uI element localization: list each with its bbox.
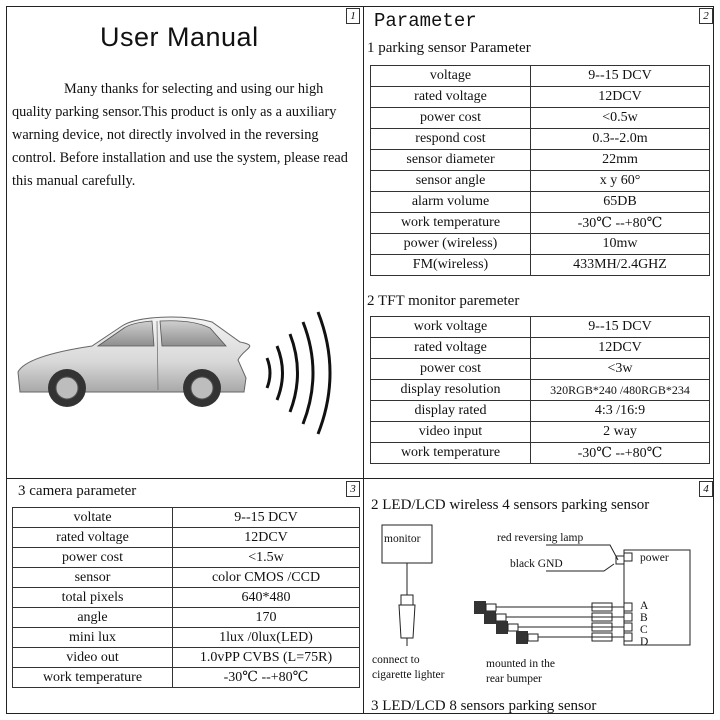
table-row — [13, 508, 360, 528]
param-label: video input — [371, 422, 531, 443]
table-row — [371, 66, 710, 87]
param-label: total pixels — [13, 588, 173, 608]
param-value: 0.3--2.0m — [531, 129, 710, 150]
intro-paragraph: Many thanks for selecting and using our high quality parking sensor.This product is only as a auxiliary warning device, not directly involved in the reversing control. Before installation and use the system, please read this manual carefully. — [12, 81, 348, 189]
parking-sensor-table — [370, 65, 710, 276]
car-illustration — [12, 300, 358, 440]
black-wire-label: black GND — [510, 558, 563, 570]
param-value: 170 — [173, 608, 360, 628]
table-row — [13, 648, 360, 668]
param-label: rated voltage — [13, 528, 173, 548]
horizontal-divider — [6, 478, 714, 479]
param-label: work temperature — [13, 668, 173, 688]
table-row — [371, 129, 710, 150]
param-value: 9--15 DCV — [531, 66, 710, 87]
param-label: power (wireless) — [371, 234, 531, 255]
table-row — [13, 548, 360, 568]
page-number-4: 4 — [699, 481, 713, 497]
param-value: <3w — [531, 359, 710, 380]
param-value: <0.5w — [531, 108, 710, 129]
sensor-waves-icon — [267, 312, 330, 434]
param-value: 640*480 — [173, 588, 360, 608]
param-value: 9--15 DCV — [173, 508, 360, 528]
red-wire-label: red reversing lamp — [497, 532, 584, 544]
param-label: sensor angle — [371, 171, 531, 192]
param-value: 12DCV — [531, 87, 710, 108]
channel-a-label: A — [640, 600, 649, 612]
param-value: 22mm — [531, 150, 710, 171]
table-row — [371, 234, 710, 255]
table-row — [371, 150, 710, 171]
param-label: respond cost — [371, 129, 531, 150]
table-row — [371, 338, 710, 359]
table-row — [371, 255, 710, 276]
section2-title: 2 TFT monitor paremeter — [367, 293, 520, 309]
monitor-label: monitor — [384, 533, 421, 545]
param-label: display resolution — [371, 380, 531, 401]
channel-b-label: B — [640, 612, 648, 624]
param-value: color CMOS /CCD — [173, 568, 360, 588]
param-value: 1.0vPP CVBS (L=75R) — [173, 648, 360, 668]
param-value: <1.5w — [173, 548, 360, 568]
param-value: 1lux /0lux(LED) — [173, 628, 360, 648]
table-row — [371, 401, 710, 422]
param-label: display rated — [371, 401, 531, 422]
param-value: 65DB — [531, 192, 710, 213]
lighter-note-line1: connect to — [372, 654, 420, 666]
page-number-3: 3 — [346, 481, 360, 497]
param-value: 12DCV — [173, 528, 360, 548]
table-row — [371, 359, 710, 380]
param-value: -30℃ --+80℃ — [531, 213, 710, 234]
table-row — [371, 317, 710, 338]
table-row — [371, 171, 710, 192]
param-label: mini lux — [13, 628, 173, 648]
param-value: -30℃ --+80℃ — [173, 668, 360, 688]
camera-title: 3 camera parameter — [18, 483, 137, 499]
param-label: FM(wireless) — [371, 255, 531, 276]
param-label: power cost — [371, 359, 531, 380]
page-number-1: 1 — [346, 8, 360, 24]
param-value: x y 60° — [531, 171, 710, 192]
table-row — [13, 668, 360, 688]
tft-monitor-table — [370, 316, 710, 464]
table-row — [13, 628, 360, 648]
channel-d-label: D — [640, 636, 649, 648]
param-label: power cost — [371, 108, 531, 129]
param-label: rated voltage — [371, 338, 531, 359]
param-value: 9--15 DCV — [531, 317, 710, 338]
camera-table — [12, 507, 360, 688]
table-row — [371, 422, 710, 443]
param-label: sensor diameter — [371, 150, 531, 171]
table-row — [371, 443, 710, 464]
bumper-note-line2: rear bumper — [486, 673, 542, 685]
param-label: sensor — [13, 568, 173, 588]
param-label: rated voltage — [371, 87, 531, 108]
table-row — [371, 192, 710, 213]
param-label: angle — [13, 608, 173, 628]
manual-title: User Manual — [100, 22, 259, 52]
param-label: work temperature — [371, 443, 531, 464]
param-label: power cost — [13, 548, 173, 568]
table-row — [371, 380, 710, 401]
table-row — [371, 213, 710, 234]
lighter-note-line2: cigarette lighter — [372, 669, 445, 681]
wiring-title: 2 LED/LCD wireless 4 sensors parking sensor — [371, 497, 650, 513]
param-value: -30℃ --+80℃ — [531, 443, 710, 464]
parameter-title: Parameter — [374, 10, 477, 32]
table-row — [371, 87, 710, 108]
param-label: work voltage — [371, 317, 531, 338]
page-number-2: 2 — [699, 8, 713, 24]
next-section-title: 3 LED/LCD 8 sensors parking sensor — [371, 698, 597, 714]
param-value: 10mw — [531, 234, 710, 255]
param-label: work temperature — [371, 213, 531, 234]
param-value: 2 way — [531, 422, 710, 443]
param-value: 12DCV — [531, 338, 710, 359]
table-row — [13, 528, 360, 548]
param-value: 433MH/2.4GHZ — [531, 255, 710, 276]
param-value: 320RGB*240 /480RGB*234 — [531, 380, 710, 401]
table-row — [371, 108, 710, 129]
intro-text — [12, 78, 358, 193]
channel-c-label: C — [640, 624, 648, 636]
table-row — [13, 608, 360, 628]
param-label: voltage — [371, 66, 531, 87]
param-value: 4:3 /16:9 — [531, 401, 710, 422]
vertical-divider — [363, 6, 364, 714]
param-label: video out — [13, 648, 173, 668]
power-label: power — [640, 552, 669, 564]
section1-title: 1 parking sensor Parameter — [367, 40, 531, 56]
param-label: voltate — [13, 508, 173, 528]
cigarette-lighter-plug-icon — [399, 595, 415, 646]
table-row — [13, 568, 360, 588]
param-label: alarm volume — [371, 192, 531, 213]
bumper-note-line1: mounted in the — [486, 658, 555, 670]
table-row — [13, 588, 360, 608]
